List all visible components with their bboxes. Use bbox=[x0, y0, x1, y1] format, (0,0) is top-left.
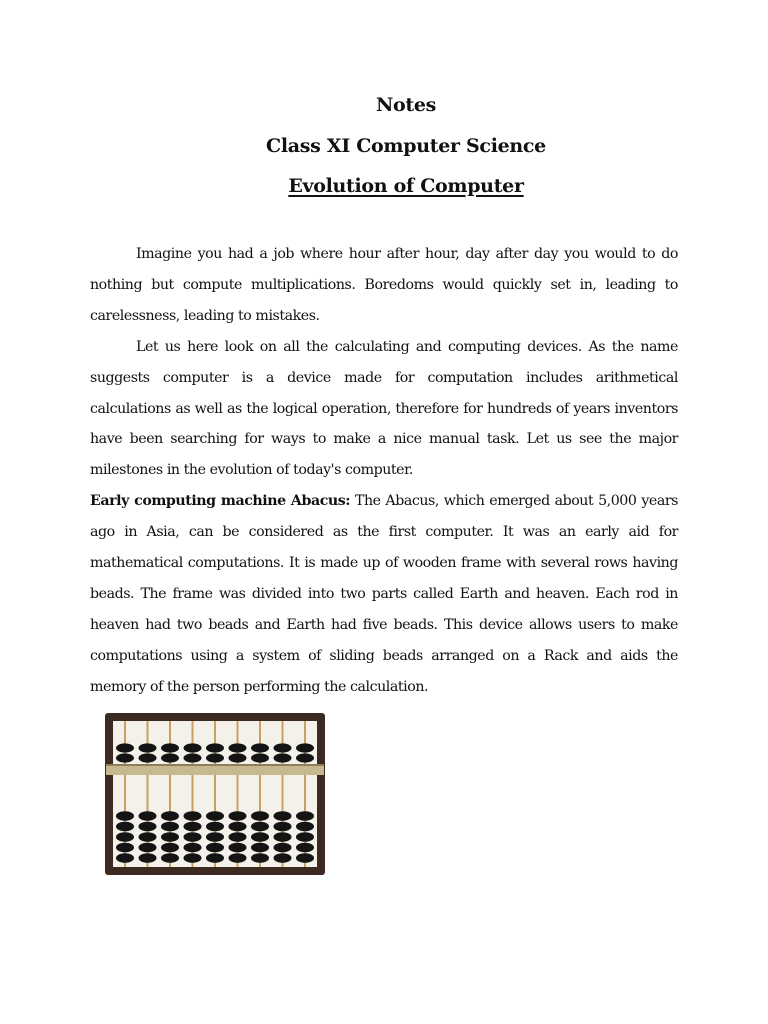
abacus-bead-earth bbox=[206, 853, 224, 863]
abacus-bead-earth bbox=[251, 832, 269, 842]
abacus-bead-earth bbox=[116, 832, 134, 842]
abacus-bead-heaven bbox=[296, 743, 314, 752]
abacus-bead-heaven bbox=[139, 753, 157, 762]
abacus-bead-heaven bbox=[251, 753, 269, 762]
abacus-bead-earth bbox=[116, 843, 134, 853]
abacus-bead-earth bbox=[161, 843, 179, 853]
abacus-bead-earth bbox=[116, 822, 134, 832]
abacus-bead-earth bbox=[229, 832, 247, 842]
abacus-bead-earth bbox=[184, 811, 202, 821]
heading-notes: Notes bbox=[375, 94, 437, 116]
abacus-bead-earth bbox=[274, 843, 292, 853]
abacus-bead-earth bbox=[229, 853, 247, 863]
abacus-bead-heaven bbox=[274, 753, 292, 762]
abacus-bead-earth bbox=[229, 811, 247, 821]
abacus-bead-earth bbox=[206, 832, 224, 842]
abacus-bead-earth bbox=[296, 822, 314, 832]
abacus-bead-earth bbox=[296, 843, 314, 853]
abacus-bead-earth bbox=[251, 853, 269, 863]
abacus-bead-earth bbox=[184, 853, 202, 863]
abacus-bead-earth bbox=[251, 822, 269, 832]
abacus-bead-earth bbox=[251, 843, 269, 853]
abacus-bead-earth bbox=[296, 853, 314, 863]
abacus-bead-earth bbox=[139, 853, 157, 863]
abacus-bead-earth bbox=[161, 832, 179, 842]
abacus-bead-heaven bbox=[184, 743, 202, 752]
abacus-bead-earth bbox=[251, 811, 269, 821]
abacus-bead-heaven bbox=[274, 743, 292, 752]
abacus-bead-earth bbox=[139, 822, 157, 832]
abacus-bead-heaven bbox=[206, 753, 224, 762]
abacus-bead-earth bbox=[274, 832, 292, 842]
abacus-bead-heaven bbox=[229, 743, 247, 752]
abacus-bead-earth bbox=[116, 811, 134, 821]
abacus-bead-earth bbox=[184, 832, 202, 842]
document-body bbox=[90, 239, 678, 703]
abacus-bead-heaven bbox=[229, 753, 247, 762]
paragraph-devices: Let us here look on all the calculating and computing devices. As the name suggests computer is a device made for computation includes arithmetical calculations as well as the logical operation, therefore for hundreds of years inventors have been searching for ways to make a nice manual task. Let us see the major milestones in the evolution of today's computer. bbox=[90, 338, 678, 479]
abacus-bead-earth bbox=[139, 832, 157, 842]
abacus-bead-heaven bbox=[116, 743, 134, 752]
abacus-bead-earth bbox=[296, 811, 314, 821]
abacus-bead-earth bbox=[161, 853, 179, 863]
abacus-bead-heaven bbox=[206, 743, 224, 752]
abacus-bead-heaven bbox=[161, 753, 179, 762]
abacus-image bbox=[104, 712, 326, 876]
abacus-bead-heaven bbox=[139, 743, 157, 752]
abacus-text: The Abacus, which emerged about 5,000 years ago in Asia, can be considered as the first computer. It was an early aid for mathematical computations. It is made up of wooden frame with several rows having beads. The frame was divided into two parts called Earth and heaven. Each rod in heaven had two beads and Earth had five beads. This device allows users to make computations using a system of sliding beads arranged on a Rack and aids the memory of the person performing the calculation. bbox=[90, 493, 678, 695]
heading-class: Class XI Computer Science bbox=[266, 135, 546, 157]
abacus-bead-earth bbox=[161, 811, 179, 821]
abacus-bead-earth bbox=[206, 843, 224, 853]
abacus-bead-earth bbox=[184, 822, 202, 832]
heading-topic: Evolution of Computer bbox=[288, 175, 524, 197]
abacus-bead-heaven bbox=[116, 753, 134, 762]
abacus-bead-earth bbox=[296, 832, 314, 842]
abacus-bead-earth bbox=[206, 822, 224, 832]
abacus-bead-heaven bbox=[161, 743, 179, 752]
abacus-bead-heaven bbox=[251, 743, 269, 752]
abacus-bead-earth bbox=[139, 811, 157, 821]
abacus-bead-earth bbox=[229, 822, 247, 832]
abacus-bead-earth bbox=[274, 822, 292, 832]
abacus-bead-earth bbox=[274, 811, 292, 821]
abacus-bead-heaven bbox=[296, 753, 314, 762]
abacus-bead-earth bbox=[184, 843, 202, 853]
paragraph-intro: Imagine you had a job where hour after hour, day after day you would to do nothing but compute multiplications. Boredoms would quickly set in, leading to carelessness, leading to mistakes. bbox=[90, 246, 678, 324]
abacus-divider-edge bbox=[106, 764, 324, 766]
paragraph-abacus bbox=[90, 486, 678, 702]
abacus-bead-heaven bbox=[184, 753, 202, 762]
abacus-bead-earth bbox=[161, 822, 179, 832]
abacus-bead-earth bbox=[229, 843, 247, 853]
abacus-bead-earth bbox=[274, 853, 292, 863]
abacus-bead-earth bbox=[139, 843, 157, 853]
abacus-bead-earth bbox=[206, 811, 224, 821]
abacus-icon bbox=[104, 712, 326, 876]
abacus-lead-in: Early computing machine Abacus: bbox=[90, 493, 351, 510]
abacus-bead-earth bbox=[116, 853, 134, 863]
